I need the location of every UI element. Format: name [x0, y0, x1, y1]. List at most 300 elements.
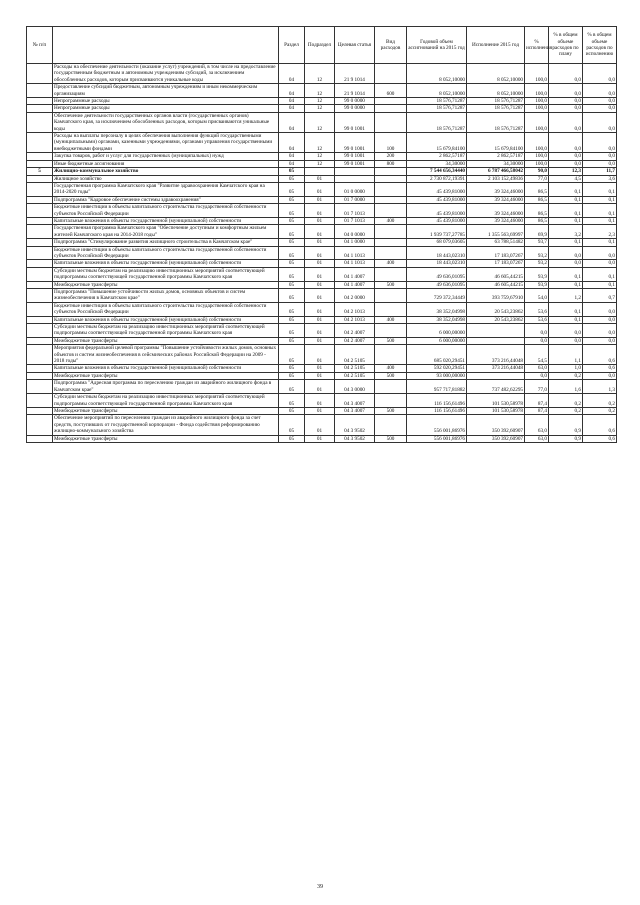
row-podrazdel: 12 [305, 153, 335, 160]
row-share-fact: 0,0 [583, 105, 617, 112]
row-plan: 49 636,01095 [407, 267, 467, 281]
row-share-plan: 0,0 [549, 246, 583, 260]
row-num [27, 133, 53, 153]
header-target-article: Целевая статья [335, 27, 375, 64]
row-podrazdel: 12 [305, 105, 335, 112]
table-row [27, 302, 617, 316]
row-razdel: 05 [279, 407, 305, 414]
row-fact: 393 759,67910 [467, 289, 525, 303]
row-percent: 100,0 [525, 84, 549, 98]
row-name: Жилищно-коммунальное хозяйство [53, 168, 279, 175]
row-share-plan: 0,9 [549, 435, 583, 442]
row-name: Капитальные вложения в объекты государственной (муниципальной) собственности [53, 217, 279, 224]
row-percent: 100,0 [525, 98, 549, 105]
row-expense-type: 500 [375, 435, 407, 442]
row-razdel: 05 [279, 260, 305, 267]
table-row [27, 168, 617, 175]
row-percent: 100,0 [525, 112, 549, 132]
row-podrazdel: 01 [305, 345, 335, 365]
table-row [27, 105, 617, 112]
row-expense-type [375, 345, 407, 365]
row-podrazdel: 01 [305, 204, 335, 218]
row-expense-type [375, 182, 407, 196]
row-name: Субсидии местным бюджетам на реализацию инвестиционных мероприятий соответствующей подпрограммы соответствующей государственной программы Камчатского края [53, 324, 279, 338]
row-fact [467, 324, 525, 338]
table-row [27, 281, 617, 288]
row-num [27, 217, 53, 224]
row-target-article: 04 1 4007 [335, 267, 375, 281]
row-expense-type [375, 112, 407, 132]
header-expense-type: Вид расходов [375, 27, 407, 64]
row-share-plan: 0,0 [549, 133, 583, 153]
row-share-fact: 0,0 [583, 98, 617, 105]
row-num [27, 372, 53, 379]
row-fact: 17 183,07267 [467, 260, 525, 267]
row-name: Подпрограмма "Адресная программа по переселению граждан из аварийного жилищного фонда в Камчатском крае" [53, 380, 279, 394]
row-num [27, 260, 53, 267]
row-percent: 0,0 [525, 337, 549, 344]
row-razdel: 05 [279, 316, 305, 323]
row-name: Межбюджетные трансферты [53, 407, 279, 414]
row-target-article: 04 3 4007 [335, 407, 375, 414]
row-share-plan: 1,6 [549, 380, 583, 394]
row-percent: 86,5 [525, 196, 549, 203]
row-num [27, 302, 53, 316]
row-podrazdel [305, 168, 335, 175]
row-num [27, 239, 53, 246]
row-share-fact: 0,0 [583, 64, 617, 84]
row-razdel: 04 [279, 98, 305, 105]
row-plan: 8 052,10000 [407, 64, 467, 84]
row-expense-type [375, 380, 407, 394]
row-percent: 93,9 [525, 267, 549, 281]
row-share-plan: 0,0 [549, 84, 583, 98]
row-num [27, 64, 53, 84]
row-plan: 18 443,02310 [407, 246, 467, 260]
row-share-fact: 0,0 [583, 324, 617, 338]
row-razdel: 05 [279, 281, 305, 288]
row-share-plan: 0,0 [549, 160, 583, 167]
row-num [27, 98, 53, 105]
table-row [27, 394, 617, 408]
row-percent: 69,9 [525, 225, 549, 239]
row-plan: 592 020,29451 [407, 365, 467, 372]
row-name: Межбюджетные трансферты [53, 435, 279, 442]
row-plan: 18 443,02310 [407, 260, 467, 267]
row-name: Обеспечение деятельности государственных органов власти (государственных органов) Камчатского края, за исключением обособленных расходов, которым присваиваются уникальные коды [53, 112, 279, 132]
row-razdel: 05 [279, 324, 305, 338]
row-podrazdel: 01 [305, 246, 335, 260]
row-plan: 45 439,81000 [407, 196, 467, 203]
row-plan: 8 052,10000 [407, 84, 467, 98]
row-razdel: 05 [279, 302, 305, 316]
row-razdel: 05 [279, 217, 305, 224]
row-fact: 18 576,71287 [467, 105, 525, 112]
row-share-fact: 0,6 [583, 345, 617, 365]
row-share-plan: 1,0 [549, 365, 583, 372]
row-target-article: 04 2 0000 [335, 289, 375, 303]
row-share-plan: 0,0 [549, 337, 583, 344]
row-fact: 46 605,44215 [467, 281, 525, 288]
budget-table [26, 26, 617, 443]
row-razdel: 05 [279, 168, 305, 175]
row-razdel: 04 [279, 64, 305, 84]
row-share-fact: 0,0 [583, 153, 617, 160]
row-podrazdel: 01 [305, 337, 335, 344]
row-percent: 93,9 [525, 281, 549, 288]
row-podrazdel: 12 [305, 64, 335, 84]
row-share-plan: 12,3 [549, 168, 583, 175]
row-expense-type: 400 [375, 365, 407, 372]
row-share-plan: 1,1 [549, 345, 583, 365]
row-share-plan: 0,2 [549, 407, 583, 414]
row-plan: 93 000,00000 [407, 372, 467, 379]
row-share-plan: 0,0 [549, 324, 583, 338]
row-fact: 39 324,46000 [467, 217, 525, 224]
table-row [27, 112, 617, 132]
table-body [27, 64, 617, 443]
row-plan: 49 636,01095 [407, 281, 467, 288]
row-target-article: 04 1 1013 [335, 260, 375, 267]
row-fact: 101 530,58978 [467, 407, 525, 414]
row-razdel: 05 [279, 175, 305, 182]
row-podrazdel: 01 [305, 316, 335, 323]
row-plan: 18 576,71287 [407, 98, 467, 105]
table-row [27, 133, 617, 153]
row-podrazdel: 01 [305, 260, 335, 267]
row-podrazdel: 12 [305, 84, 335, 98]
row-share-plan: 0,0 [549, 112, 583, 132]
table-row [27, 415, 617, 435]
row-fact: 39 324,46000 [467, 196, 525, 203]
row-fact: 350 392,60907 [467, 415, 525, 435]
row-expense-type [375, 64, 407, 84]
row-target-article: 04 2 5105 [335, 345, 375, 365]
row-plan: 6 000,00000 [407, 324, 467, 338]
row-plan: 38 352,04998 [407, 302, 467, 316]
row-share-plan: 0,1 [549, 196, 583, 203]
row-target-article: 01 7 0000 [335, 196, 375, 203]
row-podrazdel: 12 [305, 112, 335, 132]
row-share-plan: 0,1 [549, 182, 583, 196]
row-name: Непрограммные расходы [53, 105, 279, 112]
row-percent: 90,0 [525, 168, 549, 175]
row-podrazdel: 01 [305, 281, 335, 288]
row-target-article: 21 9 1014 [335, 84, 375, 98]
table-row [27, 98, 617, 105]
row-percent: 53,6 [525, 302, 549, 316]
row-target-article [335, 175, 375, 182]
row-share-plan: 4,5 [549, 175, 583, 182]
row-fact: 2 862,57187 [467, 153, 525, 160]
row-share-plan: 0,0 [549, 64, 583, 84]
row-num [27, 365, 53, 372]
row-percent: 100,0 [525, 133, 549, 153]
document-page [26, 26, 616, 443]
row-num [27, 175, 53, 182]
row-razdel: 04 [279, 133, 305, 153]
row-fact: 373 216,44048 [467, 365, 525, 372]
table-row [27, 239, 617, 246]
row-razdel: 05 [279, 380, 305, 394]
row-name: Межбюджетные трансферты [53, 281, 279, 288]
table-row [27, 84, 617, 98]
row-razdel: 05 [279, 225, 305, 239]
row-fact [467, 372, 525, 379]
row-fact: 8 052,10000 [467, 64, 525, 84]
row-razdel: 05 [279, 435, 305, 442]
row-plan: 556 001,86976 [407, 415, 467, 435]
row-podrazdel: 01 [305, 289, 335, 303]
row-podrazdel: 01 [305, 217, 335, 224]
row-num [27, 267, 53, 281]
row-name: Подпрограмма "Кадровое обеспечение системы здравоохранения" [53, 196, 279, 203]
row-plan: 685 020,29451 [407, 345, 467, 365]
row-percent: 77,0 [525, 380, 549, 394]
row-name: Закупка товаров, работ и услуг для государственных (муниципальных) нужд [53, 153, 279, 160]
row-name: Бюджетные инвестиции в объекты капитального строительства государственной собственности субъектов Российской Федерации [53, 246, 279, 260]
row-razdel: 05 [279, 365, 305, 372]
row-fact: 101 530,58978 [467, 394, 525, 408]
table-row [27, 435, 617, 442]
row-share-plan: 0,1 [549, 267, 583, 281]
row-share-plan: 0,1 [549, 281, 583, 288]
table-row [27, 316, 617, 323]
row-num [27, 380, 53, 394]
row-expense-type: 800 [375, 160, 407, 167]
row-razdel: 05 [279, 239, 305, 246]
table-row [27, 337, 617, 344]
row-target-article: 04 1 1013 [335, 246, 375, 260]
row-name: Государственная программа Камчатского края "Обеспечение доступным и комфортным жильем жителей Камчатского края на 2014-2018 годы" [53, 225, 279, 239]
row-expense-type [375, 105, 407, 112]
row-name: Жилищное хозяйство [53, 175, 279, 182]
row-share-plan: 0,1 [549, 316, 583, 323]
row-share-fact: 0,1 [583, 204, 617, 218]
row-name: Бюджетные инвестиции в объекты капитального строительства государственной собственности субъектов Российской Федерации [53, 204, 279, 218]
row-plan: 729 372,34449 [407, 289, 467, 303]
row-fact: 15 679,84100 [467, 133, 525, 153]
row-plan: 45 439,81000 [407, 204, 467, 218]
row-podrazdel: 01 [305, 267, 335, 281]
row-percent: 54,0 [525, 289, 549, 303]
row-target-article: 04 0 0000 [335, 225, 375, 239]
row-share-fact: 1,3 [583, 380, 617, 394]
row-target-article: 99 0 1001 [335, 133, 375, 153]
table-row [27, 324, 617, 338]
row-share-fact: 0,0 [583, 84, 617, 98]
row-share-plan: 0,2 [549, 394, 583, 408]
row-num [27, 394, 53, 408]
row-target-article [335, 168, 375, 175]
row-share-plan: 0,0 [549, 105, 583, 112]
row-target-article: 99 0 1001 [335, 112, 375, 132]
row-share-fact: 0,0 [583, 160, 617, 167]
row-plan: 2 862,57187 [407, 153, 467, 160]
row-podrazdel: 12 [305, 133, 335, 153]
row-expense-type [375, 267, 407, 281]
row-name: Субсидии местным бюджетам на реализацию инвестиционных мероприятий соответствующей подпрограммы соответствующей государственной программы Камчатского края [53, 394, 279, 408]
row-podrazdel: 01 [305, 196, 335, 203]
table-row [27, 267, 617, 281]
header-razdel: Раздел [279, 27, 305, 64]
row-share-fact: 0,0 [583, 337, 617, 344]
row-fact: 18 576,71287 [467, 98, 525, 105]
row-percent: 87,4 [525, 407, 549, 414]
row-percent: 100,0 [525, 153, 549, 160]
table-row [27, 380, 617, 394]
row-num [27, 225, 53, 239]
row-percent: 100,0 [525, 105, 549, 112]
table-row [27, 153, 617, 160]
row-plan: 18 576,71287 [407, 112, 467, 132]
row-target-article: 04 2 5105 [335, 365, 375, 372]
row-num [27, 246, 53, 260]
row-target-article: 01 0 0000 [335, 182, 375, 196]
row-name: Субсидии местным бюджетам на реализацию инвестиционных мероприятий соответствующей подпрограммы соответствующей государственной программы Камчатского края [53, 267, 279, 281]
row-percent: 63,0 [525, 435, 549, 442]
row-target-article: 01 7 1013 [335, 204, 375, 218]
row-razdel: 04 [279, 105, 305, 112]
row-num [27, 160, 53, 167]
row-share-fact: 11,7 [583, 168, 617, 175]
row-fact: 20 543,23862 [467, 316, 525, 323]
row-razdel: 04 [279, 160, 305, 167]
row-razdel: 05 [279, 267, 305, 281]
row-plan: 1 939 737,27785 [407, 225, 467, 239]
row-percent: 86,5 [525, 217, 549, 224]
row-plan: 957 717,81882 [407, 380, 467, 394]
row-name: Капитальные вложения в объекты государственной (муниципальной) собственности [53, 365, 279, 372]
row-fact: 46 605,44215 [467, 267, 525, 281]
row-expense-type: 100 [375, 133, 407, 153]
row-expense-type: 500 [375, 281, 407, 288]
row-target-article: 21 9 1014 [335, 64, 375, 84]
row-target-article: 04 2 1013 [335, 302, 375, 316]
row-fact: 39 324,46000 [467, 182, 525, 196]
row-expense-type [375, 98, 407, 105]
header-podrazdel: Подраздел [305, 27, 335, 64]
table-row [27, 246, 617, 260]
row-num: 5 [27, 168, 53, 175]
row-name: Иные бюджетные ассигнования [53, 160, 279, 167]
row-share-plan: 0,0 [549, 260, 583, 267]
table-row [27, 345, 617, 365]
header-share-fact: % в общем объеме расходов по исполнению [583, 27, 617, 64]
row-expense-type [375, 168, 407, 175]
row-plan: 45 439,81000 [407, 217, 467, 224]
row-plan: 18 576,71287 [407, 105, 467, 112]
table-row [27, 217, 617, 224]
row-name: Капитальные вложения в объекты государственной (муниципальной) собственности [53, 260, 279, 267]
row-share-fact: 0,1 [583, 217, 617, 224]
row-num [27, 345, 53, 365]
row-percent: 93,7 [525, 239, 549, 246]
row-num [27, 182, 53, 196]
table-row [27, 196, 617, 203]
row-share-plan: 0,0 [549, 98, 583, 105]
page-number: 39 [317, 884, 323, 890]
row-name: Расходы на обеспечение деятельности (оказание услуг) учреждений, в том числе на предоставление государственным бюджетным и автономным учреждениям субсидий, за исключением обособленных расходов, которым присваиваются уникальные коды [53, 64, 279, 84]
row-expense-type [375, 289, 407, 303]
row-razdel: 05 [279, 394, 305, 408]
row-share-fact: 0,1 [583, 267, 617, 281]
row-razdel: 04 [279, 84, 305, 98]
row-name: Подпрограмма "Повышение устойчивости жилых домов, основных объектов и систем жизнеобеспечения в Камчатском крае" [53, 289, 279, 303]
row-plan: 116 156,61496 [407, 407, 467, 414]
row-num [27, 415, 53, 435]
row-share-plan: 3,2 [549, 225, 583, 239]
row-num [27, 112, 53, 132]
row-podrazdel: 01 [305, 175, 335, 182]
table-row [27, 160, 617, 167]
header-plan: Годовой объем ассигнований на 2015 год [407, 27, 467, 64]
row-target-article: 04 3 9502 [335, 415, 375, 435]
row-razdel: 04 [279, 153, 305, 160]
row-target-article: 04 1 4007 [335, 281, 375, 288]
row-percent: 77,0 [525, 175, 549, 182]
row-target-article: 04 2 4007 [335, 337, 375, 344]
row-expense-type: 500 [375, 372, 407, 379]
row-share-fact: 0,6 [583, 365, 617, 372]
table-row [27, 365, 617, 372]
row-fact: 350 392,60907 [467, 435, 525, 442]
row-num [27, 196, 53, 203]
row-expense-type [375, 225, 407, 239]
row-razdel: 04 [279, 112, 305, 132]
row-expense-type [375, 415, 407, 435]
row-share-plan: 0,1 [549, 239, 583, 246]
row-target-article: 04 2 1013 [335, 316, 375, 323]
row-podrazdel: 12 [305, 160, 335, 167]
row-percent: 54,5 [525, 345, 549, 365]
row-podrazdel: 01 [305, 435, 335, 442]
table-header-row [27, 27, 617, 64]
row-razdel: 05 [279, 415, 305, 435]
row-expense-type: 400 [375, 217, 407, 224]
row-expense-type [375, 175, 407, 182]
table-row [27, 289, 617, 303]
row-percent: 93,2 [525, 246, 549, 260]
row-razdel: 05 [279, 196, 305, 203]
row-share-fact: 0,1 [583, 281, 617, 288]
row-share-fact: 0,0 [583, 316, 617, 323]
row-share-plan: 0,1 [549, 204, 583, 218]
row-share-fact: 0,6 [583, 415, 617, 435]
row-target-article: 04 1 0000 [335, 239, 375, 246]
row-podrazdel: 12 [305, 98, 335, 105]
row-share-fact: 2,3 [583, 225, 617, 239]
row-share-fact: 0,6 [583, 435, 617, 442]
row-name: Мероприятия федеральной целевой программы "Повышение устойчивости жилых домов, основных объектов и систем жизнеобеспечения в сейсмических районах Российской Федерации на 2009 - 2018 годы" [53, 345, 279, 365]
row-razdel: 05 [279, 246, 305, 260]
row-plan: 34,30000 [407, 160, 467, 167]
row-podrazdel: 01 [305, 239, 335, 246]
row-razdel: 05 [279, 372, 305, 379]
row-fact: 2 103 152,49836 [467, 175, 525, 182]
table-row [27, 260, 617, 267]
table-row [27, 204, 617, 218]
row-fact [467, 337, 525, 344]
row-num [27, 316, 53, 323]
row-razdel: 05 [279, 337, 305, 344]
row-num [27, 407, 53, 414]
row-expense-type [375, 324, 407, 338]
row-podrazdel: 01 [305, 380, 335, 394]
table-row [27, 407, 617, 414]
row-percent: 63,0 [525, 415, 549, 435]
row-share-plan: 0,1 [549, 217, 583, 224]
